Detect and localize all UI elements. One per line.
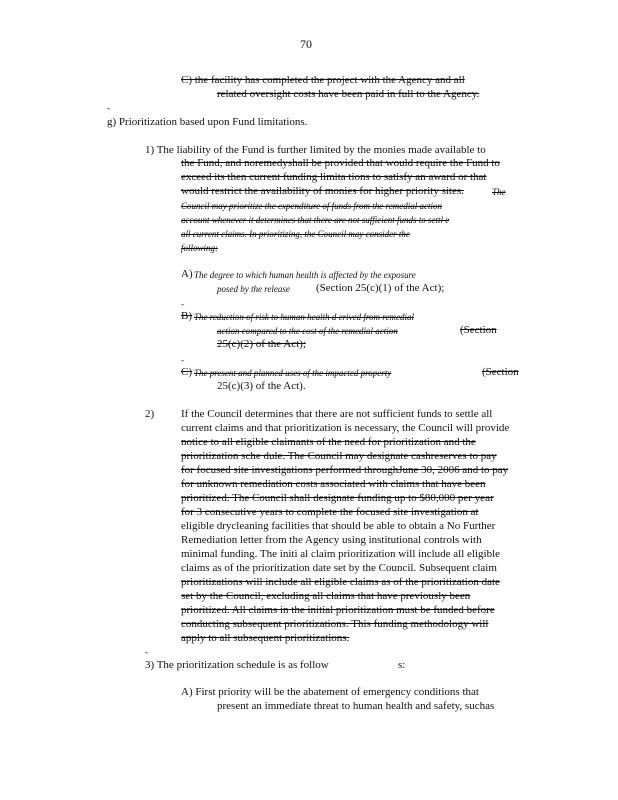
para-2-line-11: minimal funding. The initi al claim prioritization will include all eligible [181,548,501,560]
para-2-line-10: Remediation letter from the Agency using institutional controls with [181,534,482,546]
page-number: 70 [300,37,312,51]
item-a-line-1: The degree to which human health is affected by the exposure [194,270,416,280]
para-1-line-1: 1) The liability of the Fund is further limited by the monies made available to [145,144,486,156]
item-c-completed-line-1: C) the facility has completed the project with the Agency and all [181,74,465,86]
para-2-line-12: claims as of the prioritization date set by the Council. Subsequent claim [181,562,497,574]
change-marker: - [107,103,110,113]
item-b-line-2: action compared to the cost of the remedial action [217,326,398,336]
change-marker: - [181,299,184,309]
item-a-line-2: posed by the release [217,284,290,294]
item-c-line-1-citation: (Section [482,366,519,378]
para-1-line-8: following: [181,243,219,253]
para-2-line-8: for 3 consecutive years to complete the focused site investigation at [181,506,479,518]
para-2-line-2: current claims and that prioritization is necessary, the Council will provide [181,422,510,434]
para-1-line-2: the Fund, and noremedyshall be provided that would require the Fund to [181,157,500,169]
para-1-line-3: exceed its then current funding limita tions to satisfy an award or that [181,171,487,183]
para-2-line-14: set by the Council, excluding all claims that have previously been [181,590,471,602]
para-2-line-13: prioritizations will include all eligible claims as of the prioritization date [181,576,500,588]
para-3a-line-1: A) First priority will be the abatement of emergency conditions that [181,686,479,698]
item-b-line-2-citation: (Section [460,324,497,336]
para-2-line-15: prioritized. All claims in the initial prioritization must be funded before [181,604,495,616]
item-b-line-1: The reduction of risk to human health d erived from remedial [194,312,414,322]
para-2-line-5: for focused site investigations performed throughJune 30, 2006 and to pay [181,464,509,476]
para-3-line-1-end: s: [398,659,406,671]
item-a-label: A) [181,268,193,280]
para-2-number: 2) [145,408,155,420]
para-2-line-17: apply to all subsequent prioritizations. [181,632,350,644]
item-b-line-3: 25(c)(2) of the Act); [217,338,306,350]
item-a-line-2-citation: (Section 25(c)(1) of the Act); [316,282,445,294]
item-c-label: C) [181,366,192,378]
item-c-line-2: 25(c)(3) of the Act). [217,380,306,392]
para-2-line-7: prioritized. The Council shall designate funding up to $80,000 per year [181,492,494,504]
item-b-label: B) [181,310,192,322]
para-1-line-5: Council may prioritize the expenditure of funds from the remedial action [181,201,442,211]
para-1-line-4-end: The [492,187,506,197]
para-2-line-16: conducting subsequent prioritizations. This funding methodology will [181,618,489,630]
para-1-line-6: account whenever it determines that there are not sufficient funds to settl e [181,215,450,225]
para-2-line-4: prioritization sche dule. The Council may designate cashreserves to pay [181,450,497,462]
change-marker: - [145,647,148,657]
para-2-line-3: notice to all eligible claimants of the need for prioritization and the [181,436,476,448]
para-2-line-1: If the Council determines that there are not sufficient funds to settle all [181,408,493,420]
para-1-line-7: all current claims. In prioritizing, the Council may consider the [181,229,410,239]
para-1-line-4: would restrict the availability of monies for higher priority sites. [181,185,464,197]
item-c-completed-line-2: related oversight costs have been paid in full to the Agency. [217,88,480,100]
change-marker: - [181,355,184,365]
para-2-line-6: for unknown remediation costs associated with claims that have been [181,478,486,490]
para-3a-line-2: present an immediate threat to human health and safety, suchas [217,700,495,712]
para-3-line-1: 3) The prioritization schedule is as follow [145,659,329,671]
para-2-line-9: eligible drycleaning facilities that should be able to obtain a No Further [181,520,496,532]
item-c-line-1: The present and planned uses of the impacted property [194,368,392,378]
section-g-heading: g) Prioritization based upon Fund limitations. [107,116,308,128]
